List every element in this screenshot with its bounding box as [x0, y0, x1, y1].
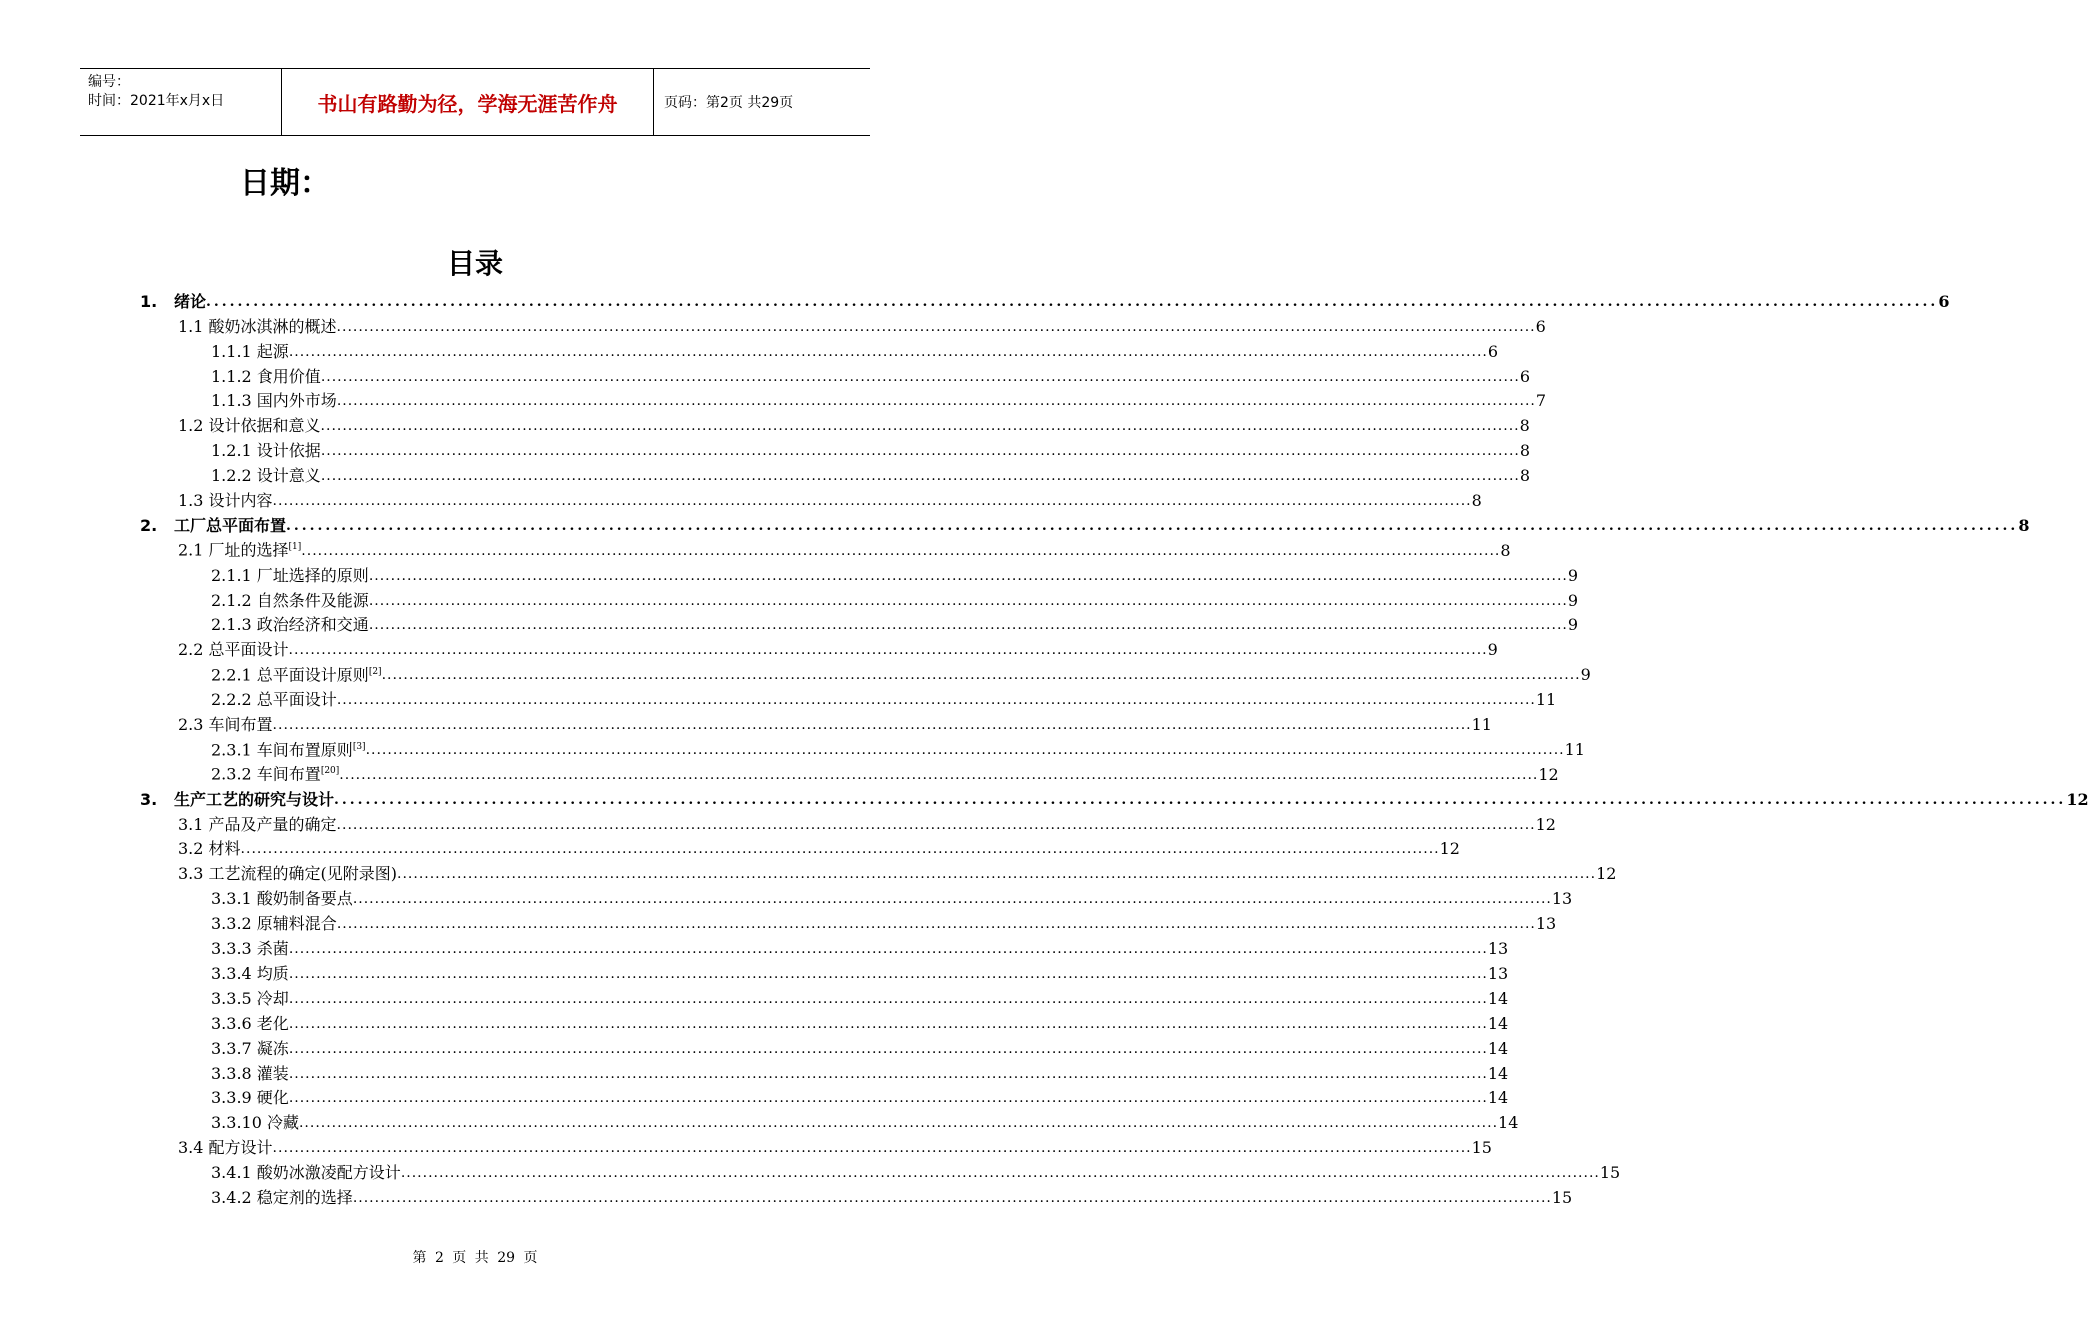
toc-entry[interactable]: [140, 511, 2030, 536]
toc-entry-page: 8: [1500, 540, 1511, 560]
toc-entry-label: 1.3 设计内容: [178, 491, 273, 511]
toc-entry-page: 11: [1535, 690, 1557, 710]
toc-entry-title: [211, 1188, 353, 1208]
toc-leader-dots: ............................................................................................................................................................................................................................: [272, 717, 1472, 734]
toc-entry-label: 工厂总平面布置: [174, 515, 287, 535]
toc-entry-title: [211, 441, 321, 461]
toc-entry-label: 1.2.2 设计意义: [211, 466, 321, 486]
toc-entry-page: 6: [1487, 341, 1499, 361]
toc-entry-label: 3.4 配方设计: [178, 1138, 273, 1158]
toc-entry[interactable]: [140, 1108, 1519, 1133]
toc-entry-title: [178, 864, 397, 884]
toc-leader-dots: ............................................................................................................................................................................................................................: [288, 941, 1488, 958]
toc-entry-title: [178, 1138, 273, 1158]
toc-entry-number: 1.: [140, 291, 158, 311]
table-of-contents: [140, 287, 2089, 1208]
toc-entry[interactable]: [140, 362, 1531, 387]
toc-entry-title: [211, 761, 339, 784]
toc-entry[interactable]: [140, 710, 1492, 735]
toc-leader-dots: ............................................................................................................................................................................................................................: [288, 990, 1488, 1007]
toc-entry-title: [211, 737, 366, 760]
toc-entry-label: 1.1.1 起源: [211, 341, 289, 361]
toc-entry-title: [211, 591, 369, 611]
toc-entry-label: 2.1.1 厂址选择的原则: [211, 565, 369, 585]
toc-entry-label: 3.3.8 灌装: [211, 1063, 289, 1083]
toc-leader-dots: ............................................................................................................................................................................................................................: [320, 443, 1520, 460]
toc-entry[interactable]: [140, 387, 1547, 412]
toc-entry-page: 6: [1519, 366, 1531, 386]
toc-entry-label: 绪论: [174, 291, 207, 311]
header-meta: [80, 69, 282, 135]
toc-leader-dots: ............................................................................................................................................................................................................................: [288, 1015, 1488, 1032]
toc-entry-title: [211, 1163, 401, 1183]
toc-entry-page: 13: [1535, 914, 1557, 934]
toc-leader-dots: ............................................................................................................................................................................................................................: [336, 318, 1536, 335]
toc-entry-label: 2.2.2 总平面设计: [211, 690, 337, 710]
toc-entry-label: 2.2.1 总平面设计原则: [211, 665, 369, 685]
toc-entry-page: 6: [1938, 291, 1950, 311]
toc-entry[interactable]: [140, 785, 2089, 810]
date-heading: 日期：: [240, 166, 330, 201]
toc-leader-dots: ............................................................................................................................................................................................................................: [352, 891, 1552, 908]
header-motto: 书山有路勤为径，学海无涯苦作舟: [282, 69, 654, 135]
header-number-label: 编号：: [88, 74, 130, 90]
toc-leader-dots: ............................................................................................................................................................................................................................: [206, 293, 1939, 310]
toc-entry-page: 9: [1567, 590, 1579, 610]
toc-entry[interactable]: [140, 312, 1546, 337]
toc-entry-page: 8: [1471, 491, 1482, 511]
toc-entry-number: 2.: [140, 515, 158, 535]
toc-entry-label: 2.3.2 车间布置: [211, 764, 321, 784]
toc-entry-label: 3.3.5 冷却: [211, 988, 289, 1008]
toc-entry-page: 13: [1487, 939, 1509, 959]
toc-entry-label: 1.2 设计依据和意义: [178, 416, 321, 436]
toc-entry-title: [178, 815, 337, 835]
toc-leader-dots: ............................................................................................................................................................................................................................: [368, 592, 1568, 609]
toc-leader-dots: ............................................................................................................................................................................................................................: [240, 841, 1440, 858]
toc-entry-label: 1.1.2 食用价值: [211, 366, 321, 386]
toc-entry[interactable]: [140, 660, 1591, 685]
toc-entry[interactable]: [140, 436, 1531, 461]
toc-entry[interactable]: [140, 1059, 1509, 1084]
toc-entry-title: [211, 342, 289, 362]
toc-entry-title: [211, 690, 337, 710]
toc-entry-label: 3.3.4 均质: [211, 963, 289, 983]
toc-entry-label: 3.2 材料: [178, 839, 241, 859]
toc-entry-label: 3.3 工艺流程的确定(见附录图): [178, 864, 398, 884]
toc-entry-title: [211, 989, 289, 1009]
toc-entry-title: [211, 615, 369, 635]
toc-entry-title: [211, 566, 369, 586]
toc-entry-label: 生产工艺的研究与设计: [174, 789, 335, 809]
toc-entry-page: 12: [1439, 839, 1460, 859]
toc-leader-dots: ............................................................................................................................................................................................................................: [339, 766, 1539, 783]
toc-entry-number: 3.: [140, 789, 158, 809]
toc-entry-page: 12: [1538, 764, 1559, 784]
toc-leader-dots: ............................................................................................................................................................................................................................: [352, 1189, 1552, 1206]
toc-entry-page: 9: [1567, 565, 1579, 585]
toc-leader-dots: ............................................................................................................................................................................................................................: [336, 393, 1536, 410]
toc-leader-dots: ............................................................................................................................................................................................................................: [288, 1065, 1488, 1082]
toc-entry-title: [211, 367, 321, 387]
toc-entry-title: [178, 715, 273, 735]
toc-entry-label: 2.3 车间布置: [178, 715, 273, 735]
toc-entry-page: 14: [1487, 1038, 1509, 1058]
toc-entry-title: [211, 889, 353, 909]
toc-entry-label: 3.1 产品及产量的确定: [178, 814, 337, 834]
toc-entry-label: 3.3.3 杀菌: [211, 939, 289, 959]
toc-entry-page: 6: [1535, 316, 1546, 336]
toc-leader-dots: ............................................................................................................................................................................................................................: [288, 642, 1488, 659]
toc-leader-dots: ............................................................................................................................................................................................................................: [400, 1165, 1600, 1182]
toc-entry-title: [211, 939, 289, 959]
toc-leader-dots: ............................................................................................................................................................................................................................: [288, 343, 1488, 360]
toc-entry-page: 9: [1580, 665, 1591, 685]
toc-entry[interactable]: [140, 536, 1511, 561]
toc-entry[interactable]: [140, 1084, 1509, 1109]
header-time-label: 时间：2021年x月x日: [88, 93, 225, 109]
toc-leader-dots: ............................................................................................................................................................................................................................: [368, 617, 1568, 634]
toc-entry-label: 2.1.3 政治经济和交通: [211, 615, 369, 635]
page-footer: 第 2 页 共 29 页: [412, 1250, 538, 1266]
toc-entry-page: 11: [1471, 715, 1492, 735]
toc-leader-dots: ............................................................................................................................................................................................................................: [381, 667, 1581, 684]
toc-entry-page: 9: [1487, 640, 1498, 660]
toc-entry-title: [211, 1064, 289, 1084]
toc-leader-dots: ............................................................................................................................................................................................................................: [365, 741, 1565, 758]
toc-entry-label: 3.3.6 老化: [211, 1013, 289, 1033]
toc-title: 目录: [446, 247, 503, 280]
toc-entry-page: 15: [1471, 1138, 1492, 1158]
toc-entry-page: 15: [1551, 1187, 1573, 1207]
toc-entry[interactable]: [140, 586, 1579, 611]
toc-entry-title: [140, 516, 286, 536]
toc-entry[interactable]: [140, 934, 1509, 959]
toc-entry-title: [178, 537, 301, 560]
toc-entry[interactable]: [140, 635, 1498, 660]
toc-leader-dots: ............................................................................................................................................................................................................................: [336, 916, 1536, 933]
toc-entry-page: 11: [1564, 739, 1585, 759]
toc-entry-label: 3.3.1 酸奶制备要点: [211, 889, 353, 909]
toc-entry-title: [211, 662, 382, 685]
toc-entry-label: 3.3.9 硬化: [211, 1088, 289, 1108]
toc-entry[interactable]: [140, 909, 1557, 934]
toc-entry[interactable]: [140, 1158, 1621, 1183]
toc-entry-title: [178, 416, 321, 436]
toc-leader-dots: ............................................................................................................................................................................................................................: [272, 1140, 1472, 1157]
toc-entry[interactable]: [140, 959, 1509, 984]
toc-entry[interactable]: [140, 810, 1556, 835]
toc-entry[interactable]: [140, 337, 1499, 362]
toc-entry-label: 1.2.1 设计依据: [211, 441, 321, 461]
toc-entry-page: 14: [1487, 988, 1509, 1008]
toc-leader-dots: ............................................................................................................................................................................................................................: [336, 816, 1536, 833]
toc-entry[interactable]: [140, 685, 1557, 710]
toc-leader-dots: ............................................................................................................................................................................................................................: [301, 542, 1501, 559]
toc-entry-title: [211, 964, 289, 984]
toc-leader-dots: ............................................................................................................................................................................................................................: [272, 493, 1472, 510]
toc-entry[interactable]: [140, 735, 1585, 760]
toc-entry-page: 14: [1487, 1013, 1509, 1033]
toc-entry[interactable]: [140, 1183, 1573, 1208]
toc-entry-page: 13: [1487, 963, 1509, 983]
toc-entry[interactable]: [140, 287, 1950, 312]
toc-entry[interactable]: [140, 411, 1530, 436]
toc-entry[interactable]: [140, 1133, 1492, 1158]
toc-entry-page: 8: [1519, 466, 1531, 486]
toc-entry-citation: [2]: [368, 666, 382, 677]
toc-entry[interactable]: [140, 486, 1482, 511]
page-header: [80, 68, 870, 136]
toc-entry[interactable]: [140, 884, 1573, 909]
toc-entry[interactable]: [140, 859, 1617, 884]
toc-entry-label: 2.1 厂址的选择: [178, 540, 289, 560]
toc-entry-page: 8: [2018, 515, 2030, 535]
toc-entry-title: [178, 839, 241, 859]
toc-entry-title: [211, 391, 337, 411]
toc-entry[interactable]: [140, 1034, 1509, 1059]
toc-entry[interactable]: [140, 984, 1509, 1009]
toc-entry-title: [211, 1113, 299, 1133]
toc-leader-dots: ............................................................................................................................................................................................................................: [288, 965, 1488, 982]
toc-leader-dots: ............................................................................................................................................................................................................................: [397, 866, 1597, 883]
toc-entry-page: 12: [2066, 789, 2089, 809]
toc-entry-label: 3.4.2 稳定剂的选择: [211, 1187, 353, 1207]
toc-entry[interactable]: [140, 461, 1531, 486]
toc-entry-label: 2.1.2 自然条件及能源: [211, 590, 369, 610]
toc-entry-label: 3.3.7 凝冻: [211, 1038, 289, 1058]
toc-entry[interactable]: [140, 835, 1460, 860]
toc-entry-title: [211, 466, 321, 486]
toc-leader-dots: ............................................................................................................................................................................................................................: [320, 418, 1520, 435]
toc-entry-page: 12: [1535, 814, 1556, 834]
toc-entry-page: 14: [1487, 1063, 1509, 1083]
toc-entry-label: 1.1.3 国内外市场: [211, 391, 337, 411]
toc-entry-page: 8: [1519, 416, 1530, 436]
header-page-info: 页码：第2页 共29页: [664, 95, 794, 111]
toc-entry-page: 15: [1599, 1163, 1621, 1183]
toc-entry-citation: [3]: [352, 741, 366, 752]
toc-leader-dots: ............................................................................................................................................................................................................................: [368, 567, 1568, 584]
toc-entry-title: [178, 640, 289, 660]
toc-entry-label: 2.2 总平面设计: [178, 640, 289, 660]
toc-leader-dots: ............................................................................................................................................................................................................................: [334, 791, 2067, 808]
toc-leader-dots: ............................................................................................................................................................................................................................: [320, 468, 1520, 485]
toc-entry[interactable]: [140, 1009, 1509, 1034]
toc-entry-label: 2.3.1 车间布置原则: [211, 739, 353, 759]
toc-entry-page: 7: [1535, 391, 1547, 411]
toc-leader-dots: ............................................................................................................................................................................................................................: [288, 1040, 1488, 1057]
toc-entry-label: 3.4.1 酸奶冰激凌配方设计: [211, 1163, 401, 1183]
toc-leader-dots: ............................................................................................................................................................................................................................: [320, 368, 1520, 385]
toc-entry-label: 1.1 酸奶冰淇淋的概述: [178, 316, 337, 336]
toc-entry-page: 14: [1487, 1088, 1509, 1108]
toc-entry-page: 13: [1551, 889, 1573, 909]
toc-entry-title: [211, 1039, 289, 1059]
toc-entry-citation: [1]: [288, 542, 302, 553]
toc-entry-citation: [20]: [320, 766, 340, 777]
toc-entry-page: 12: [1596, 864, 1617, 884]
toc-entry-title: [140, 790, 334, 810]
toc-entry-page: 8: [1519, 441, 1531, 461]
toc-entry-page: 14: [1498, 1113, 1519, 1133]
toc-entry[interactable]: [140, 561, 1579, 586]
toc-entry[interactable]: [140, 611, 1579, 636]
toc-leader-dots: ............................................................................................................................................................................................................................: [288, 1090, 1488, 1107]
toc-leader-dots: ............................................................................................................................................................................................................................: [336, 692, 1536, 709]
toc-leader-dots: ............................................................................................................................................................................................................................: [298, 1115, 1499, 1132]
toc-entry-title: [178, 317, 337, 337]
toc-entry-title: [140, 292, 206, 312]
toc-entry-title: [178, 491, 273, 511]
toc-entry-title: [211, 1088, 289, 1108]
toc-entry[interactable]: [140, 760, 1559, 785]
toc-entry-title: [211, 1014, 289, 1034]
toc-entry-label: 3.3.2 原辅料混合: [211, 914, 337, 934]
toc-leader-dots: ............................................................................................................................................................................................................................: [286, 517, 2019, 534]
toc-entry-page: 9: [1567, 615, 1579, 635]
toc-entry-title: [211, 914, 337, 934]
toc-entry-label: 3.3.10 冷藏: [211, 1113, 299, 1133]
